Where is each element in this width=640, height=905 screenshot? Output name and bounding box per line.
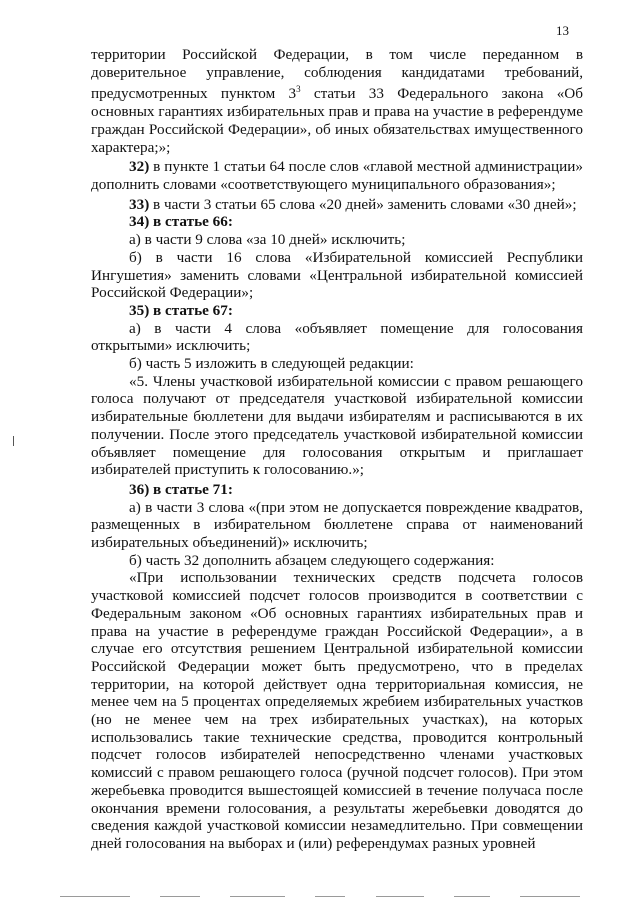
paragraph-text-rest: статьи 33 Федерального закона «Об основных гарантиях избирательных прав и права на участие в референдуме граждан Российской Федерации», об иных обязательствах имущественного характера;»; — [91, 85, 583, 156]
subitem-35a: а) в части 4 слова «объявляет помещение для голосования открытыми» исключить; — [91, 319, 583, 355]
item-number: 33) — [129, 195, 150, 213]
item-33 — [91, 196, 583, 214]
page-number: 13 — [556, 23, 569, 38]
item-36-heading: 36) в статье 71: — [129, 480, 233, 498]
item-34-heading: 34) в статье 66: — [129, 213, 233, 231]
paragraph-continuation — [91, 46, 583, 156]
subitem-36a: а) в части 3 слова «(при этом не допускается повреждение квадратов, размещенных в избирательном бюллетене справа от наименований избирательных объединений)» исключить; — [91, 498, 583, 552]
scan-artifact — [13, 436, 14, 446]
subitem-34a: а) в части 9 слова «за 10 дней» исключить; — [129, 231, 406, 249]
paragraph-text: территории Российской Федерации, в том числе переданном в доверительное управление, соблюдения кандидатами требований, предусмотренных пунктом 3 — [91, 46, 583, 103]
document-body — [91, 46, 583, 853]
item-32 — [91, 158, 583, 193]
quoted-part-5: «5. Члены участковой избирательной комиссии с правом решающего голоса получают от председателя участковой избирательной комиссии избирательные бюллетени для выдачи избирателям и расписываются в их получении. После этого председатель участковой избирательной комиссии объявляет помещение для голосования открытым и приглашает избирателей приступить к голосованию.»; — [91, 372, 583, 479]
subitem-35b: б) часть 5 изложить в следующей редакции: — [129, 355, 414, 373]
subitem-36b: б) часть 32 дополнить абзацем следующего содержания: — [129, 551, 495, 569]
subitem-34b: б) в части 16 слова «Избирательной комиссией Республики Ингушетия» заменить словами «Центральной избирательной комиссией Российской Федерации»; — [91, 248, 583, 302]
quoted-paragraph: «При использовании технических средств подсчета голосов участковой комиссией подсчет голосов производится в соответствии с Федеральным законом «Об основных гарантиях избирательных прав и права на участие в референдуме граждан Российской Федерации», а в случае его отсутствия решением Центральной избирательной комиссии Российской Федерации может быть предусмотрено, что в пределах территории, на которой действует одна территориальная комиссия, не менее чем на 5 процентах определяемых жребием избирательных участков (но не менее чем на трех избирательных участках), на которых использовались такие технические средства, проводится контрольный подсчет голосов избирателей непосредственно членами участковых комиссий с правом решающего голоса (ручной подсчет голосов). При этом жеребьевка проводится вышестоящей комиссией в течение получаса после окончания времени голосования, а результаты жеребьевки доводятся до сведения каждой участковой комиссии незамедлительно. При совмещении дней голосования на выборах и (или) референдумах разных уровней — [91, 569, 583, 852]
scan-bottom-edge — [60, 893, 580, 899]
item-text: в части 3 статьи 65 слова «20 дней» заменить словами «30 дней»; — [149, 195, 577, 213]
item-number: 32) — [129, 158, 150, 176]
superscript: 3 — [296, 84, 301, 95]
item-text: в пункте 1 статьи 64 после слов «главой местной администрации» дополнить словами «соответствующего муниципального образования»; — [91, 158, 583, 193]
item-35-heading: 35) в статье 67: — [129, 301, 233, 319]
